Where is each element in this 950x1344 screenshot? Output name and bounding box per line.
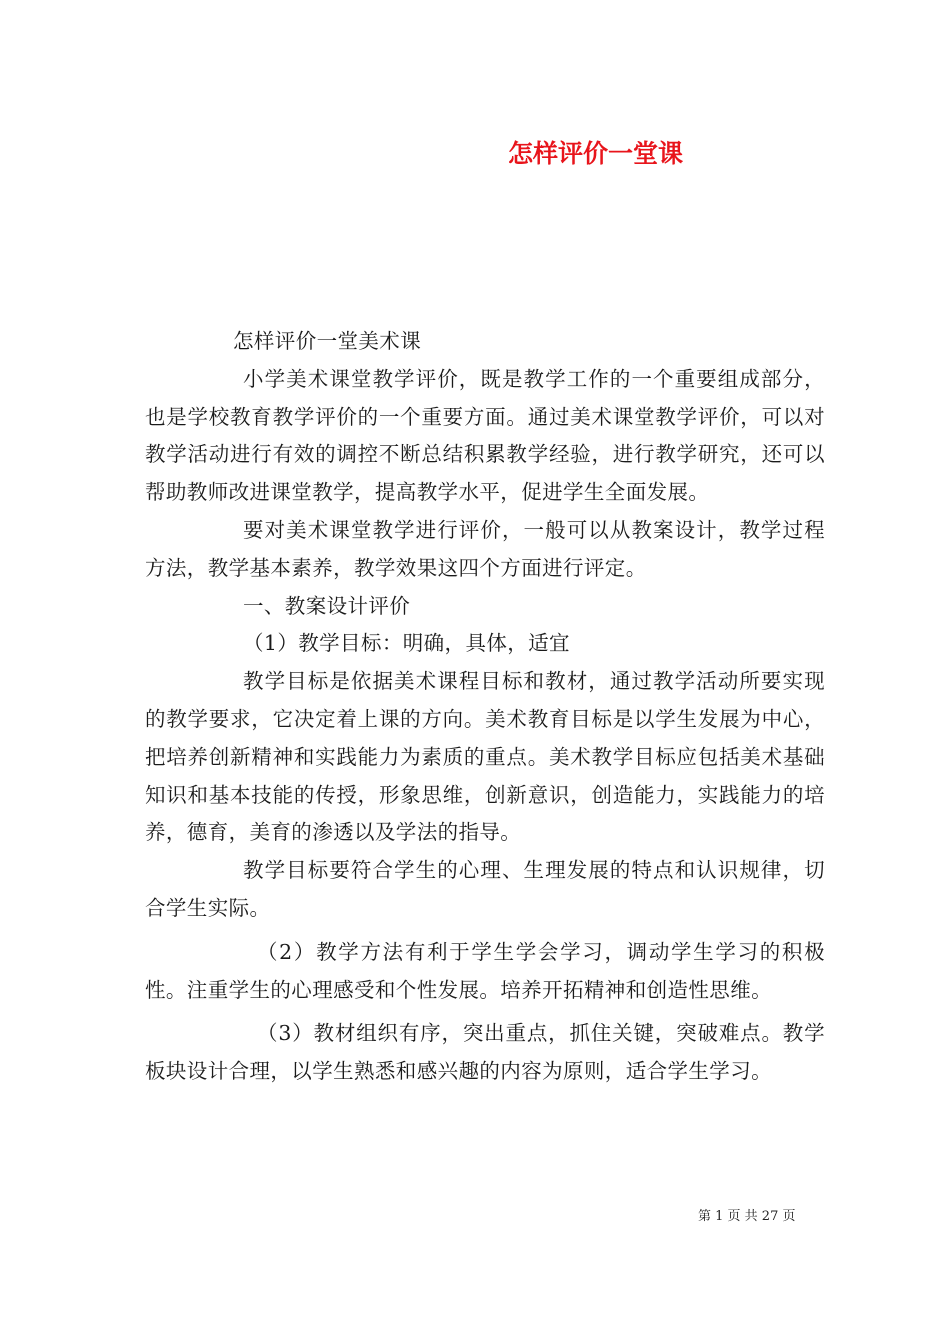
paragraph-teaching-goals: 教学目标是依据美术课程目标和教材，通过教学活动所要实现的教学要求，它决定着上课的方向。美术教育目标是以学生发展为中心，把培养创新精神和实践能力为素质的重点。美术教学目标应包括美术基础知识和基本技能的传授，形象思维，创新意识，创造能力，实践能力的培养，德育，美育的渗透以及学法的指导。 — [145, 669, 825, 845]
page-number-footer: 第 1 页 共 27 页 — [698, 1209, 796, 1224]
section-heading-lesson-design: 一、教案设计评价 — [243, 593, 411, 618]
section-subtitle: 怎样评价一堂美术课 — [233, 329, 422, 353]
paragraph-goals-fit: 教学目标要符合学生的心理、生理发展的特点和认识规律，切合学生实际。 — [145, 858, 825, 920]
document-body — [145, 323, 825, 1091]
paragraph-evaluation-aspects: 要对美术课堂教学进行评价，一般可以从教案设计，教学过程方法，教学基本素养，教学效果这四个方面进行评定。 — [145, 517, 825, 580]
item-teaching-goals: （1）教学目标：明确，具体，适宜 — [243, 631, 570, 656]
paragraph-intro: 小学美术课堂教学评价，既是教学工作的一个重要组成部分，也是学校教育教学评价的一个重要方面。通过美术课堂教学评价，可以对教学活动进行有效的调控不断总结积累教学经验，进行教学研究，还可以帮助教师改进课堂教学，提高教学水平，促进学生全面发展。 — [145, 366, 825, 505]
item-material-organization: （3）教材组织有序，突出重点，抓住关键，突破难点。教学板块设计合理，以学生熟悉和感兴趣的内容为原则，适合学生学习。 — [145, 1021, 825, 1084]
document-title: 怎样评价一堂课 — [508, 139, 684, 168]
item-teaching-methods: （2）教学方法有利于学生学会学习，调动学生学习的积极性。注重学生的心理感受和个性发展。培养开拓精神和创造性思维。 — [145, 939, 825, 1002]
